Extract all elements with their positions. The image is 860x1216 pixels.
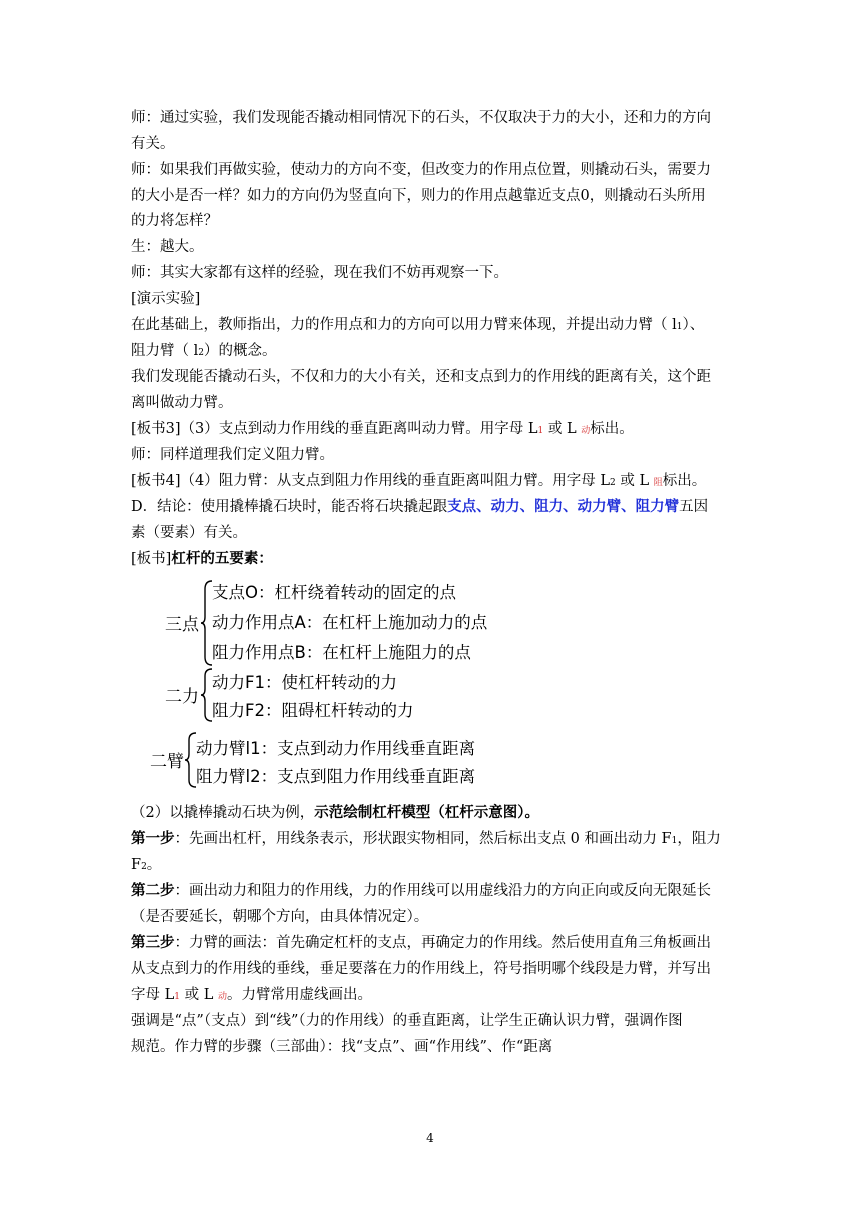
paragraph-line — [131, 341, 731, 363]
figure-item: 动力F1：使杠杆转动的力 — [212, 673, 397, 692]
text-run: （2）以撬棒撬动石块为例， — [131, 805, 315, 821]
paragraph-line: 离叫做动力臂。 — [131, 395, 233, 411]
subscript: 动 — [217, 992, 227, 1002]
paragraph-line — [131, 855, 731, 877]
page-number: 4 — [426, 1131, 434, 1145]
paragraph-line — [131, 803, 731, 823]
figure-item: 动力臂l1：支点到动力作用线垂直距离 — [196, 739, 476, 758]
subscript: 2 — [610, 478, 616, 488]
subscript: 阻 — [653, 478, 663, 488]
figure-item: 支点O：杠杆绕着转动的固定的点 — [212, 583, 456, 602]
paragraph-line: 生：越大。 — [131, 239, 204, 255]
text-run: ：力臂的画法：首先确定杠杆的支点，再确定力的作用线。然后使用直角三角板画出 — [174, 935, 711, 951]
paragraph-line — [131, 881, 731, 901]
paragraph-line: 强调是“点”（支点）到“线”（力的作用线）的垂直距离，让学生正确认识力臂，强调作图 — [131, 1013, 683, 1029]
paragraph-line: 师：同样道理我们定义阻力臂。 — [131, 447, 334, 463]
paragraph-line: 从支点到力的作用线的垂线，垂足要落在力的作用线上，符号指明哪个线段是力臂，并写出 — [131, 961, 711, 977]
subscript: 2 — [141, 862, 147, 872]
paragraph-line — [131, 933, 731, 953]
text-run: [板书] — [131, 551, 172, 567]
text-run: 或 L — [543, 421, 582, 437]
subscript: 1 — [671, 836, 678, 846]
text-run: D．结论：使用撬棒撬石块时，能否将石块撬起跟 — [131, 499, 448, 515]
paragraph-line: 的大小是否一样？如力的方向仍为竖直向下，则力的作用点越靠近支点0，则撬动石头所用 — [131, 188, 706, 204]
paragraph-line: 师：其实大家都有这样的经验，现在我们不妨再观察一下。 — [131, 265, 508, 281]
text-run: 或 L — [179, 987, 218, 1003]
paragraph-line — [131, 549, 731, 569]
text-run: ，阻力 — [677, 831, 721, 847]
text-run: 标出。 — [662, 473, 707, 489]
subscript: 动 — [581, 426, 591, 436]
group-label: 二臂 — [150, 752, 184, 772]
paragraph-line: （是否要延长，朝哪个方向，由具体情况定）。 — [131, 909, 429, 925]
paragraph-line: 我们发现能否撬动石头，不仅和力的大小有关，还和支点到力的作用线的距离有关，这个距 — [131, 369, 711, 385]
paragraph-line — [131, 471, 731, 493]
group-label: 三点 — [165, 615, 199, 635]
paragraph-line: 规范。作力臂的步骤（三部曲）：找“支点”、画“作用线”、作“距离 — [131, 1039, 553, 1055]
figure-item: 阻力F2：阻碍杠杆转动的力 — [212, 701, 414, 720]
bold-run: 示范绘制杠杆模型（杠杆示意图）。 — [314, 804, 539, 821]
step-label: 第二步 — [131, 882, 175, 899]
paragraph-line: 师：通过实验，我们发现能否撬动相同情况下的石头，不仅取决于力的大小，还和力的方向 — [131, 110, 711, 126]
paragraph-line — [131, 985, 731, 1007]
paragraph-line: 的力将怎样？ — [131, 213, 218, 229]
figure-item: 动力作用点A：在杠杆上施加动力的点 — [212, 613, 488, 632]
board-title: 杠杆的五要素： — [171, 550, 273, 567]
figure-item: 阻力臂l2：支点到阻力作用线垂直距离 — [196, 767, 476, 786]
text-run: 阻力臂（ l — [131, 343, 199, 359]
text-run: 五因 — [679, 499, 709, 515]
subscript: 1 — [676, 322, 683, 332]
paragraph-line: 有关。 — [131, 136, 175, 152]
text-run: ：画出动力和阻力的作用线，力的作用线可以用虚线沿力的方向正向或反向无限延长 — [174, 883, 711, 899]
subscript: 1 — [174, 992, 180, 1002]
text-run: 在此基础上，教师指出，力的作用点和力的方向可以用力臂来体现，并提出动力臂（ l — [131, 317, 677, 333]
subscript: 1 — [537, 426, 544, 436]
text-run: 。 — [146, 857, 162, 873]
lever-elements-figure — [150, 575, 650, 790]
text-run: [板书4]（4）阻力臂：从支点到阻力作用线的垂直距离叫阻力臂。用字母 L — [131, 473, 610, 489]
text-run: ）、 — [682, 317, 705, 333]
paragraph-line: 素（要素）有关。 — [131, 525, 247, 541]
paragraph-line — [131, 829, 731, 851]
subscript: 2 — [198, 348, 204, 358]
group-label: 二力 — [165, 687, 199, 707]
text-run: ：先画出杠杆，用线条表示，形状跟实物相同，然后标出支点 0 和画出动力 F — [174, 831, 672, 847]
paragraph-line — [131, 315, 731, 337]
text-run: 。力臂常用虚线画出。 — [226, 987, 372, 1003]
text-run: ）的概念。 — [203, 343, 277, 359]
paragraph-line: 师：如果我们再做实验，使动力的方向不变，但改变力的作用点位置，则撬动石头，需要力 — [131, 162, 711, 178]
text-run: 或 L — [615, 473, 654, 489]
text-run: 标出。 — [590, 421, 634, 437]
step-label: 第三步 — [131, 934, 175, 951]
text-run: F — [131, 857, 142, 873]
step-label: 第一步 — [131, 830, 175, 847]
figure-item: 阻力作用点B：在杠杆上施阻力的点 — [212, 643, 471, 662]
five-factors-highlight: 支点、动力、阻力、动力臂、阻力臂 — [447, 498, 680, 515]
paragraph-line: [演示实验] — [131, 291, 201, 307]
paragraph-line — [131, 419, 731, 441]
text-run: [板书3]（3）支点到动力作用线的垂直距离叫动力臂。用字母 L — [131, 421, 538, 437]
text-run: 字母 L — [131, 987, 175, 1003]
paragraph-line — [131, 497, 731, 517]
